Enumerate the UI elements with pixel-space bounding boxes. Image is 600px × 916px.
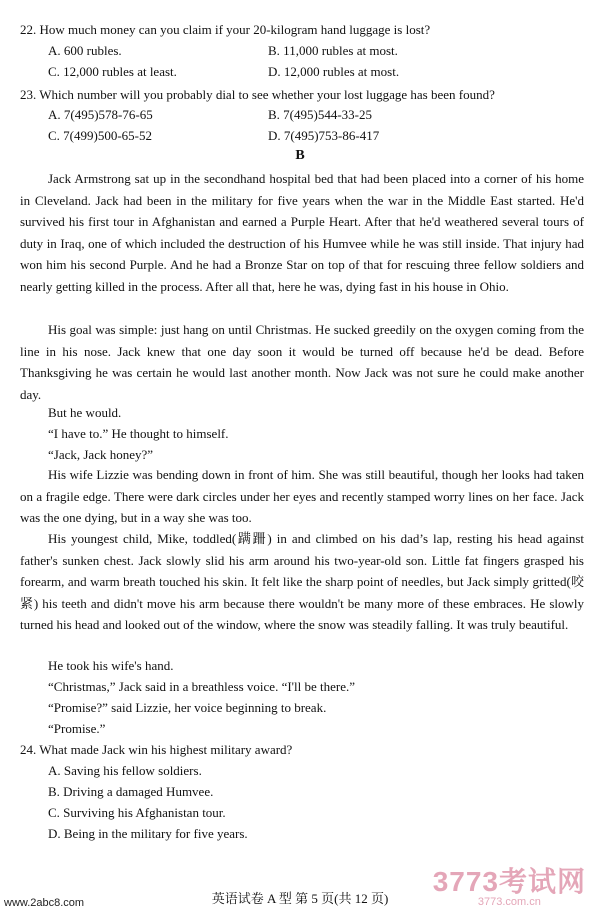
passage-line-promise-question: “Promise?” said Lizzie, her voice beginning to break. (48, 700, 327, 715)
question-24-stem: 24. What made Jack win his highest military award? (20, 742, 293, 757)
question-22-stem: 22. How much money can you claim if your 20-kilogram hand luggage is lost? (20, 22, 431, 37)
question-24-option-b: B. Driving a damaged Humvee. (48, 784, 214, 799)
passage-paragraph-2: His goal was simple: just hang on until Christmas. He sucked greedily on the oxygen coming from the line in his nose. Jack knew that one day soon it would be turned off because he'd be dead. Before Thanksgiving he was certain he would last another month. Now Jack was not sure he could make another day. (20, 322, 584, 402)
question-24-option-a: A. Saving his fellow soldiers. (48, 763, 202, 778)
watermark-url: 3773.com.cn (477, 896, 541, 908)
passage-line-i-have-to: “I have to.” He thought to himself. (48, 426, 229, 441)
passage-paragraph-4: His youngest child, Mike, toddled(蹒跚) in and climbed on his dad’s lap, resting his head against father's sunken chest. Jack slowly slid his arm around his two-year-old son. Little fat fingers grasped his forearm, and warm breath touched his skin. It felt like the sharp point of needles, but Jack simply gritted(咬紧) his teeth and didn't move his arm because there wouldn't be many more of these embraces. He slowly turned his head and looked out of the window, where the snow was steadily falling. It was truly beautiful. (20, 531, 584, 633)
page-footer-label: 英语试卷 A 型 第 5 页(共 12 页) (211, 891, 389, 906)
question-22-option-b: B. 11,000 rubles at most. (268, 43, 398, 58)
passage-line-christmas: “Christmas,” Jack said in a breathless voice. “I'll be there.” (48, 679, 356, 694)
site-url-left: www.2abc8.com (4, 897, 85, 909)
question-23-option-c: C. 7(499)500-65-52 (48, 128, 152, 143)
question-22-option-c: C. 12,000 rubles at least. (48, 64, 177, 79)
question-24-option-c: C. Surviving his Afghanistan tour. (48, 805, 226, 820)
passage-line-promise: “Promise.” (48, 721, 106, 736)
passage-line-jack-honey: “Jack, Jack honey?” (48, 447, 154, 462)
question-23-option-d: D. 7(495)753-86-417 (268, 128, 380, 143)
question-24-option-d: D. Being in the military for five years. (48, 826, 248, 841)
watermark-logo-text: 3773考试网 (432, 866, 586, 897)
passage-line-took-hand: He took his wife's hand. (48, 658, 174, 673)
passage-line-but-he-would: But he would. (48, 405, 122, 420)
passage-paragraph-1: Jack Armstrong sat up in the secondhand hospital bed that had been placed into a corner of his home in Cleveland. Jack had been in the military for five years when the war in the Middle East started. He'd survived his first tour in Afghanistan and earned a Purple Heart. After that he'd weathered several tours of duty in Iraq, one of which included the destruction of his Humvee while he was still inside. That injury had won him his second Purple. And he had a Bronze Star on top of that for rescuing three fellow soldiers and nearly getting killed in the process. After all that, here he was, dying fast in his house in Ohio. (20, 171, 584, 294)
question-22-option-d: D. 12,000 rubles at most. (268, 64, 400, 79)
question-23-option-a: A. 7(495)578-76-65 (48, 107, 153, 122)
passage-paragraph-3: His wife Lizzie was bending down in front of him. She was still beautiful, though her looks had taken on a fragile edge. There were dark circles under her eyes and recently stamped worry lines on her face. Jack was the one dying, but in a way she was too. (20, 467, 584, 526)
question-23-stem: 23. Which number will you probably dial to see whether your lost luggage has been found? (20, 87, 495, 102)
question-23-option-b: B. 7(495)544-33-25 (268, 107, 372, 122)
section-b-heading: B (295, 148, 305, 163)
question-22-option-a: A. 600 rubles. (48, 43, 122, 58)
